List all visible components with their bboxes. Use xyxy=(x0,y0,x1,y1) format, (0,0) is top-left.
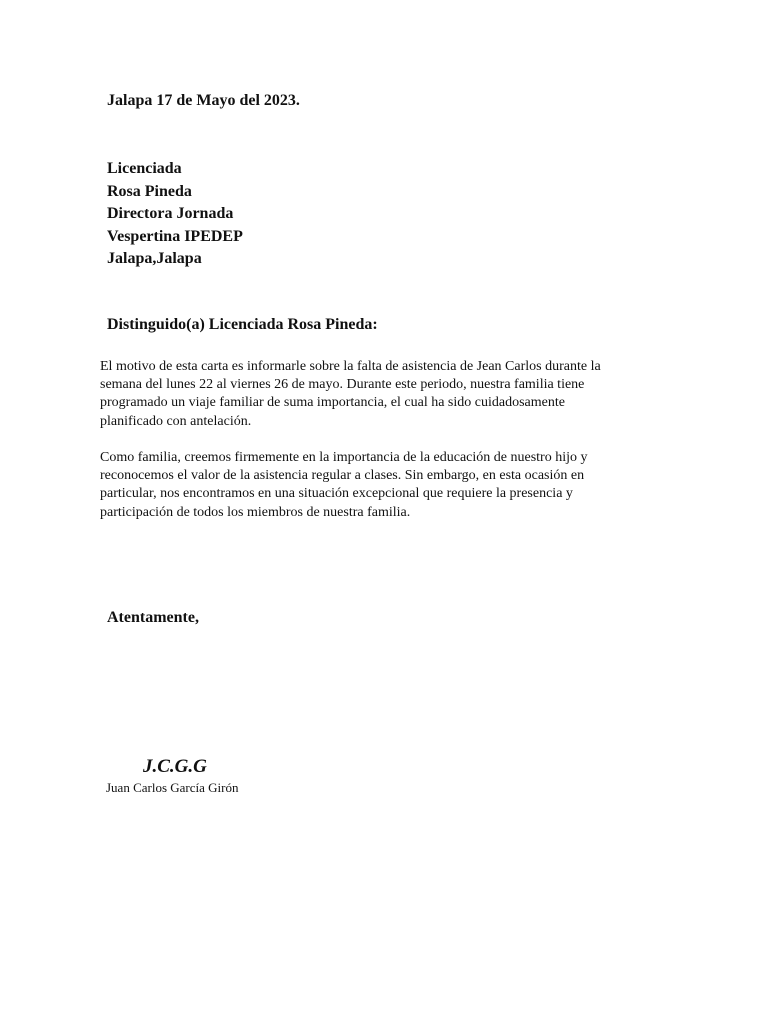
signature-initials: J.C.G.G xyxy=(143,756,207,777)
letter-closing: Atentamente, xyxy=(107,609,199,626)
paragraph-line: particular, nos encontramos en una situación excepcional que requiere la presencia y xyxy=(100,486,573,502)
paragraph-line: semana del lunes 22 al viernes 26 de mayo. Durante este periodo, nuestra familia tiene xyxy=(100,377,585,393)
paragraph-line: Como familia, creemos firmemente en la importancia de la educación de nuestro hijo y xyxy=(100,450,588,465)
paragraph-line: participación de todos los miembros de nuestra familia. xyxy=(100,504,411,520)
letter-greeting: Distinguido(a) Licenciada Rosa Pineda: xyxy=(107,316,378,333)
paragraph-line: programado un viaje familiar de suma importancia, el cual ha sido cuidadosamente xyxy=(100,395,565,411)
paragraph-line: planificado con antelación. xyxy=(100,413,252,429)
recipient-name: Rosa Pineda xyxy=(107,182,192,200)
letter-date: Jalapa 17 de Mayo del 2023. xyxy=(107,92,300,109)
recipient-title: Licenciada xyxy=(107,160,182,177)
paragraph-line: El motivo de esta carta es informarle sobre la falta de asistencia de Jean Carlos durante la xyxy=(100,359,601,374)
recipient-institution: Vespertina IPEDEP xyxy=(107,227,243,245)
recipient-block xyxy=(107,158,243,271)
recipient-location: Jalapa,Jalapa xyxy=(107,250,202,267)
body-paragraph-2 xyxy=(100,449,660,522)
signer-name: Juan Carlos García Girón xyxy=(106,780,239,795)
body-paragraph-1 xyxy=(100,358,660,431)
paragraph-line: reconocemos el valor de la asistencia regular a clases. Sin embargo, en esta ocasión en xyxy=(100,468,585,484)
recipient-position: Directora Jornada xyxy=(107,205,234,222)
